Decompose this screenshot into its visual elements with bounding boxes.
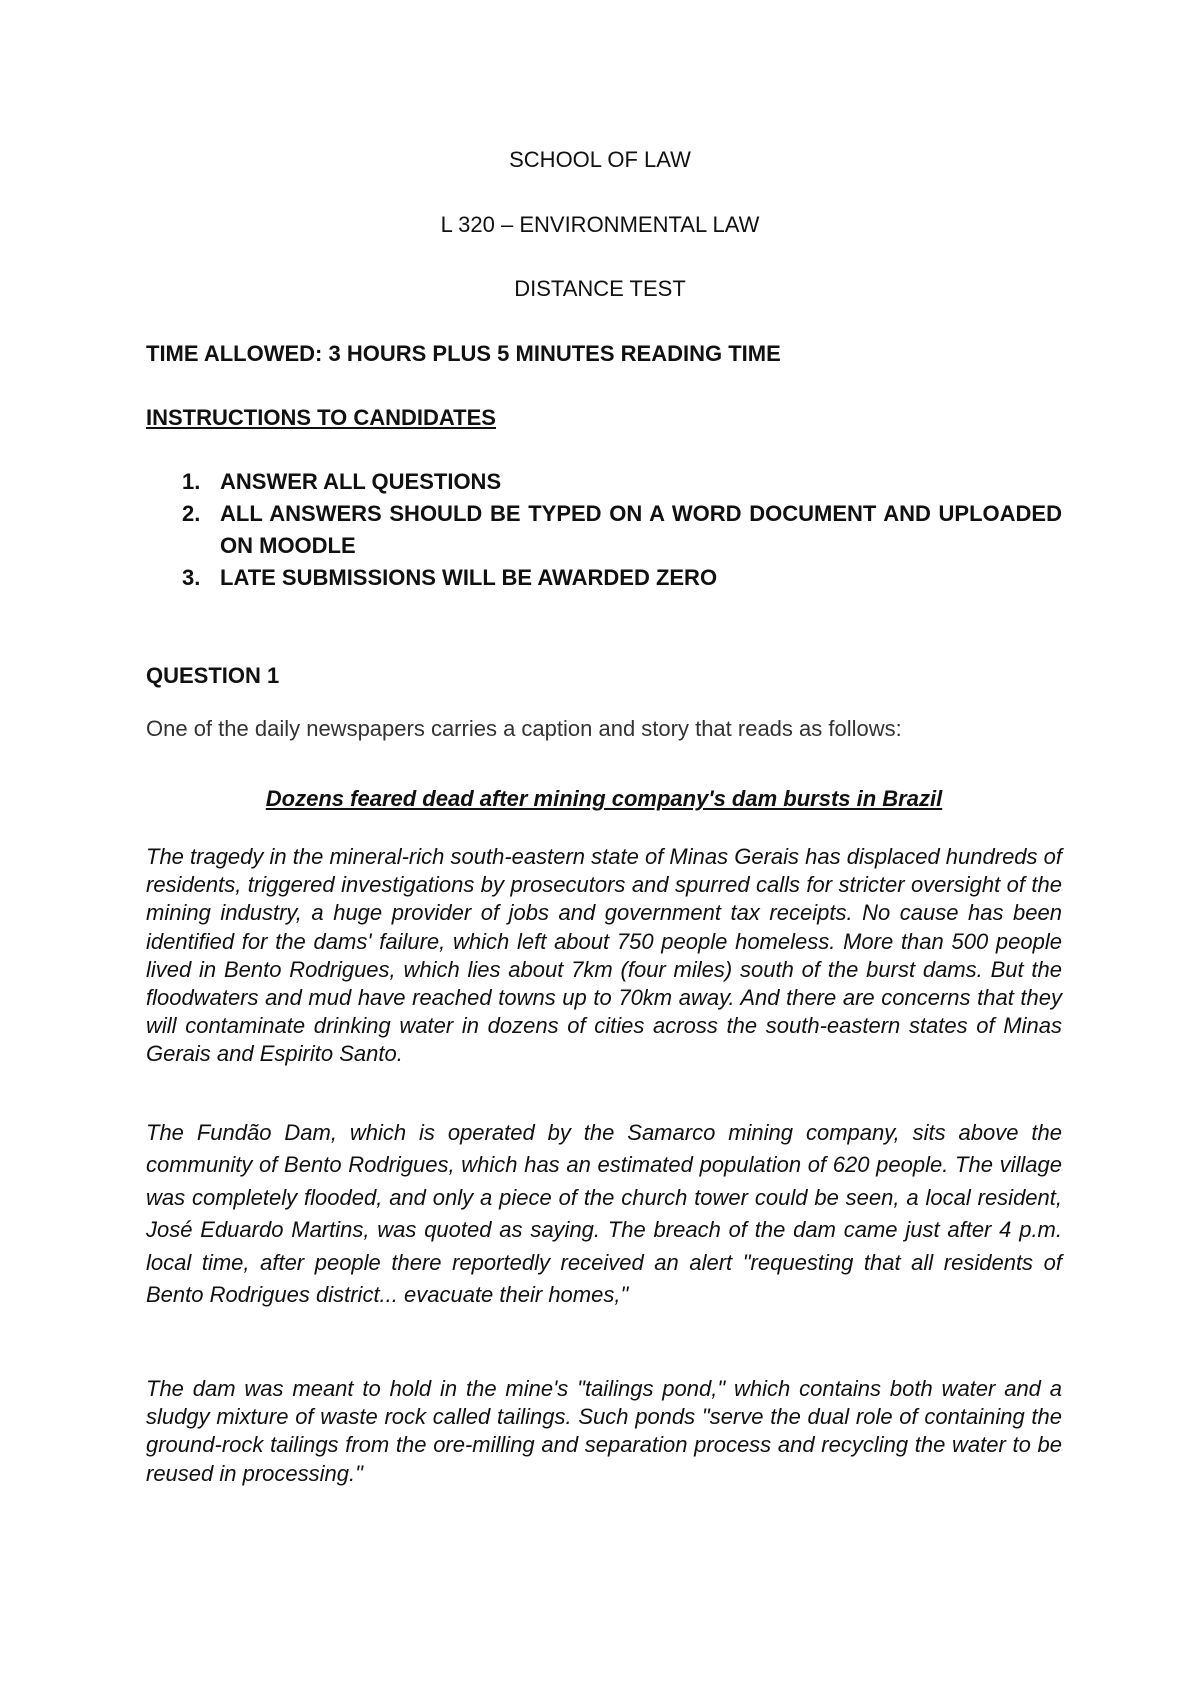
instruction-item [146,562,1062,594]
course-title: L 320 – ENVIRONMENTAL LAW [440,212,760,237]
instruction-item [146,498,1062,562]
story-paragraph: The tragedy in the mineral-rich south-eastern state of Minas Gerais has displaced hundreds of residents, triggered investigations by prosecutors and spurred calls for stricter oversight of the mining industry, a huge provider of jobs and government tax receipts. No cause has been identified for the dams' failure, which left about 750 people homeless. More than 500 people lived in Bento Rodrigues, which lies about 7km (four miles) south of the burst dams. But the floodwaters and mud have reached towns up to 70km away. And there are concerns that they will contaminate drinking water in dozens of cities across the south-eastern states of Minas Gerais and Espirito Santo. [146,844,1062,1067]
time-allowed: TIME ALLOWED: 3 HOURS PLUS 5 MINUTES READING TIME [146,341,781,366]
instruction-item [146,466,1062,498]
question-heading: QUESTION 1 [146,663,280,688]
instruction-number: 2. [182,501,201,526]
test-title: DISTANCE TEST [514,276,686,301]
instruction-number: 3. [182,565,201,590]
story-paragraph: The Fundão Dam, which is operated by the Samarco mining company, sits above the community of Bento Rodrigues, which has an estimated population of 620 people. The village was completely flooded, and only a piece of the church tower could be seen, a local resident, José Eduardo Martins, was quoted as saying. The breach of the dam came just after 4 p.m. local time, after people there reportedly received an alert "requesting that all residents of Bento Rodrigues district... evacuate their homes," [146,1120,1062,1308]
instruction-text: ALL ANSWERS SHOULD BE TYPED ON A WORD DOCUMENT AND UPLOADED ON MOODLE [220,501,1062,558]
story-title: Dozens feared dead after mining company's dam bursts in Brazil [265,786,943,811]
school-title: SCHOOL OF LAW [509,147,691,172]
instruction-number: 1. [182,469,201,494]
story-paragraph: The dam was meant to hold in the mine's "tailings pond," which contains both water and a sludgy mixture of waste rock called tailings. Such ponds "serve the dual role of containing the ground-rock tailings from the ore-milling and separation process and recycling the water to be reused in processing." [146,1376,1062,1486]
instruction-text: LATE SUBMISSIONS WILL BE AWARDED ZERO [220,565,718,590]
instruction-text: ANSWER ALL QUESTIONS [220,469,502,494]
instructions-heading: INSTRUCTIONS TO CANDIDATES [146,405,496,430]
instructions-list [146,466,1062,594]
question-intro: One of the daily newspapers carries a caption and story that reads as follows: [146,716,902,741]
